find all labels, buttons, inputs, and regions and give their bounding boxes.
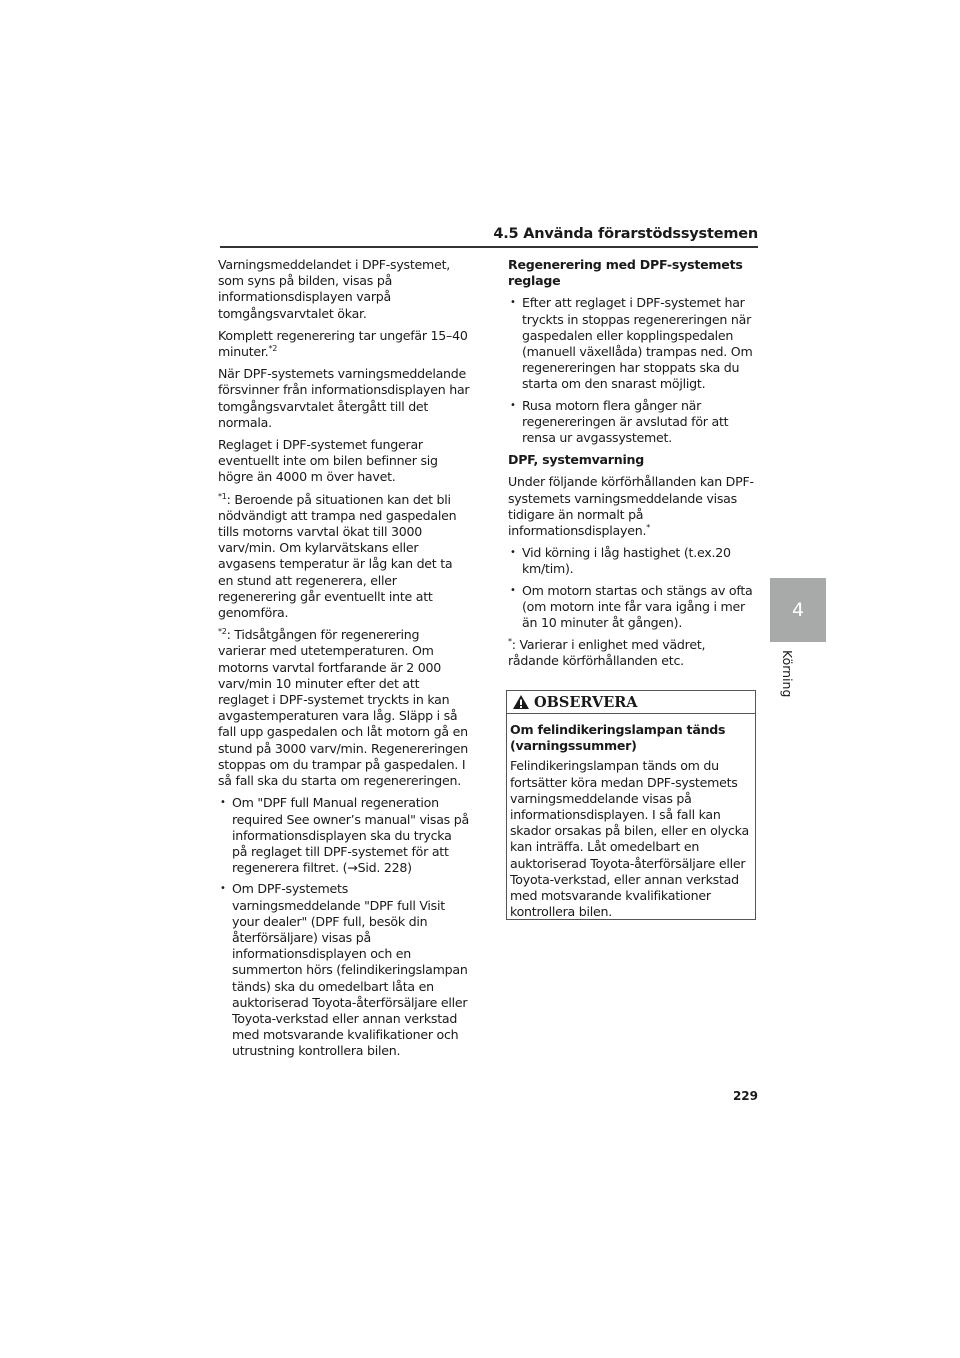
footnote-mark: *1 [218,491,227,501]
notice-heading: Om felindikeringslampan tänds (varningssummer) [510,722,726,754]
footnote-ref: * [646,523,650,533]
subheading: DPF, systemvarning [508,452,644,468]
footnote-mark: * [508,637,512,647]
notice-header [507,691,755,714]
chapter-label-container [776,650,816,720]
list-item: • Rusa motorn flera gånger när regenereringen är avslutad för att rensa ur avgassystemet. [508,398,758,447]
right-column [508,257,758,676]
bullet-list [508,545,758,631]
paragraph: När DPF-systemets varningsmeddelande försvinner från informationsdisplayen har tomgångsvarvtalet återgått till det normala. [218,366,470,430]
warning-triangle-icon [512,694,530,710]
footnote [218,492,470,622]
page-number: 229 [732,1089,758,1103]
paragraph: Reglaget i DPF-systemet fungerar eventuellt inte om bilen befinner sig högre än 4000 m över havet. [218,437,438,485]
paragraph: Varningsmeddelandet i DPF-systemet, som syns på bilden, visas på informationsdisplayen varpå tomgångsvarvtalet ökar. [218,257,451,321]
list-item: • Vid körning i låg hastighet (t.ex.20 km/tim). [508,545,758,577]
list-item: • Om DPF-systemets varningsmeddelande "DPF full Visit your dealer" (DPF full, besök din återförsäljare) visas på informationsdisplayen och en summerton hörs (felindikeringslampan tänds) ska du omedelbart låta en auktoriserad Toyota-återförsäljare eller Toyota-verkstad eller annan verkstad med motsvarande kvalifikationer och utrustning kontrollera bilen. [218,881,470,1059]
left-column [218,257,470,1066]
footnote-ref: *2 [268,344,278,354]
notice-title: OBSERVERA [534,693,638,711]
notice-body [507,714,755,920]
footnote [508,637,758,669]
notice-text: Felindikeringslampan tänds om du fortsätter köra medan DPF-systemets varningsmeddelande visas på informationsdisplayen. I så fall kan skador orsakas på bilen, eller en olycka kan inträffa. Låt omedelbart en auktoriserad Toyota-återförsäljare eller Toyota-verkstad, eller annan verkstad med motsvarande kvalifikationer kontrollera bilen. [510,758,749,920]
list-item: • Om motorn startas och stängs av ofta (om motorn inte får vara igång i mer än 10 minuter åt gången). [508,583,758,632]
chapter-label: Körning [780,650,795,698]
bullet-list [218,795,470,1059]
notice-box [506,690,756,920]
footnote-text: : Beroende på situationen kan det bli nödvändigt att trampa ned gaspedalen tills motorns varvtal ökat till 3000 varv/min. Om kylarvätskans eller avgasens temperatur är låg kan det ta en stund att regenerera, eller regenerering går eventuellt inte att genomföra. [218,491,457,621]
list-item: • Efter att reglaget i DPF-systemet har tryckts in stoppas regenereringen när gaspedalen eller kopplingspedalen (manuell växellåda) trampas ned. Om regenereringen har stoppats ska du starta om den snarast möjligt. [508,295,758,392]
subheading: Regenerering med DPF-systemets reglage [508,257,743,289]
paragraph [218,328,470,360]
chapter-tab [770,578,826,642]
footnote-text: : Tidsåtgången för regenerering varierar med utetemperaturen. Om motorns varvtal fortfarande är 2 000 varv/min 10 minuter efter det att reglaget i DPF-systemet tryckts in kan avgastemperaturen vara låg. Släpp i så fall upp gaspedalen och låt motorn gå en stund på 3000 varv/min. Regenereringen stoppas om du trampar på gaspedalen. I så fall ska du starta om regenereringen. [218,627,468,789]
footnote-mark: *2 [218,627,227,637]
paragraph-text: Under följande körförhållanden kan DPF-systemets varningsmeddelande visas tidigare än normalt på informationsdisplayen. [508,474,754,539]
chapter-number: 4 [791,599,805,621]
section-header: 4.5 Använda förarstödssystemen [493,226,758,242]
header-divider [220,246,758,248]
paragraph [508,474,758,539]
list-item: • Om "DPF full Manual regeneration required See owner’s manual" visas på informationsdisplayen ska du trycka på reglaget till DPF-systemet för att regenerera filtret. (→Sid. 228) [218,795,470,876]
footnote [218,627,470,789]
bullet-list [508,295,758,446]
paragraph-text: Komplett regenerering tar ungefär 15–40 minuter. [218,327,468,360]
footnote-text: : Varierar i enlighet med vädret, rådande körförhållanden etc. [508,637,706,669]
